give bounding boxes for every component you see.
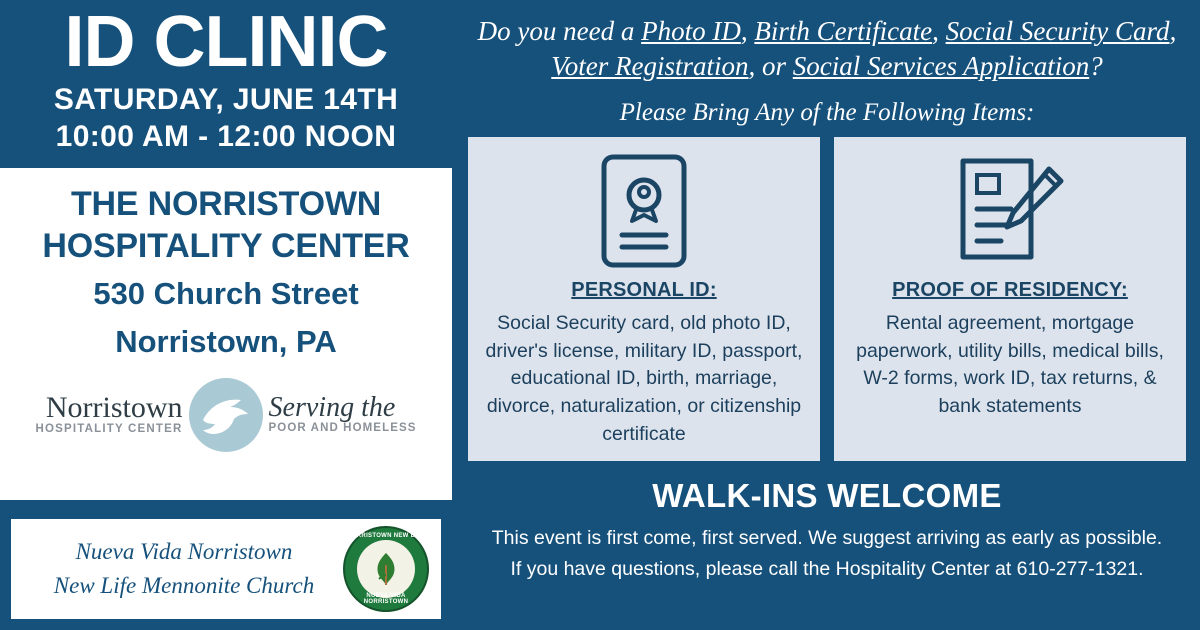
intro-item-birth-certificate: Birth Certificate	[754, 16, 933, 46]
page-title: ID CLINIC	[64, 2, 388, 82]
intro-item-social-services-application: Social Services Application	[792, 50, 1090, 81]
logo-poor-and-homeless-text: POOR AND HOMELESS	[268, 422, 417, 435]
document-pen-icon	[846, 147, 1174, 275]
id-card-icon	[480, 147, 808, 275]
church-sponsor-band	[8, 516, 444, 622]
church-seal-top-text: NORRISTOWN NEW LIFE	[347, 533, 425, 539]
logo-right-text	[269, 394, 417, 435]
dove-icon	[189, 378, 263, 452]
intro-prefix: Do you need a	[477, 16, 642, 46]
walk-ins-welcome-heading: WALK-INS WELCOME	[652, 476, 1002, 514]
church-name-line2: New Life Mennonite Church	[53, 573, 315, 598]
requirements-cards	[468, 137, 1186, 460]
event-time: 10:00 AM - 12:00 NOON	[55, 119, 397, 153]
right-column	[452, 0, 1200, 630]
venue-address-line2: Norristown, PA	[115, 324, 337, 359]
church-seal-inner	[357, 540, 415, 598]
intro-item-voter-registration: Voter Registration	[551, 50, 749, 81]
church-name	[19, 535, 343, 604]
logo-left-text	[35, 393, 182, 436]
logo-hospitality-center-text: HOSPITALITY CENTER	[35, 423, 183, 436]
intro-question: Do you need a Photo ID, Birth Certificate, Social Security Card, Voter Registration, or Social Services Application?	[477, 16, 1177, 81]
card-personal-id-title: PERSONAL ID:	[571, 279, 717, 302]
intro-item-photo-id: Photo ID	[641, 16, 741, 46]
card-proof-of-residency	[834, 137, 1186, 460]
footer-line-1: This event is first come, first served. We suggest arriving as early as possible.	[491, 526, 1163, 549]
church-name-line1: Nueva Vida Norristown	[75, 538, 293, 564]
footer-line-2: If you have questions, please call the Hospitality Center at 610-277-1321.	[510, 557, 1144, 580]
event-header	[0, 0, 452, 168]
card-personal-id-body: Social Security card, old photo ID, driver's license, military ID, passport, educational ID, birth, marriage, divorce, naturalization, or citizenship certificate	[485, 312, 803, 445]
card-proof-of-residency-body: Rental agreement, mortgage paperwork, utility bills, medical bills, W-2 forms, work ID, tax returns, & bank statements	[856, 312, 1164, 418]
intro-suffix: ?	[1089, 50, 1103, 81]
venue-panel	[0, 168, 452, 500]
card-proof-of-residency-title: PROOF OF RESIDENCY:	[892, 279, 1128, 302]
venue-name-line2: HOSPITALITY CENTER	[42, 227, 410, 266]
event-date: SATURDAY, JUNE 14TH	[53, 83, 399, 117]
logo-serving-the-text: Serving the	[268, 392, 396, 424]
church-seal-icon	[343, 526, 429, 612]
venue-address-line1: 530 Church Street	[93, 276, 359, 312]
footer-note	[468, 523, 1186, 585]
logo-norristown-text: Norristown	[45, 391, 183, 425]
church-seal-bottom-text: NUEVA VIDA NORRISTOWN	[363, 593, 409, 605]
venue-name-line1: THE NORRISTOWN	[70, 185, 382, 224]
card-personal-id	[468, 137, 820, 460]
intro-item-social-security-card: Social Security Card	[945, 16, 1170, 46]
organization-logo	[12, 378, 440, 452]
bring-items-heading: Please Bring Any of the Following Items:	[619, 99, 1035, 127]
left-column	[0, 0, 452, 630]
